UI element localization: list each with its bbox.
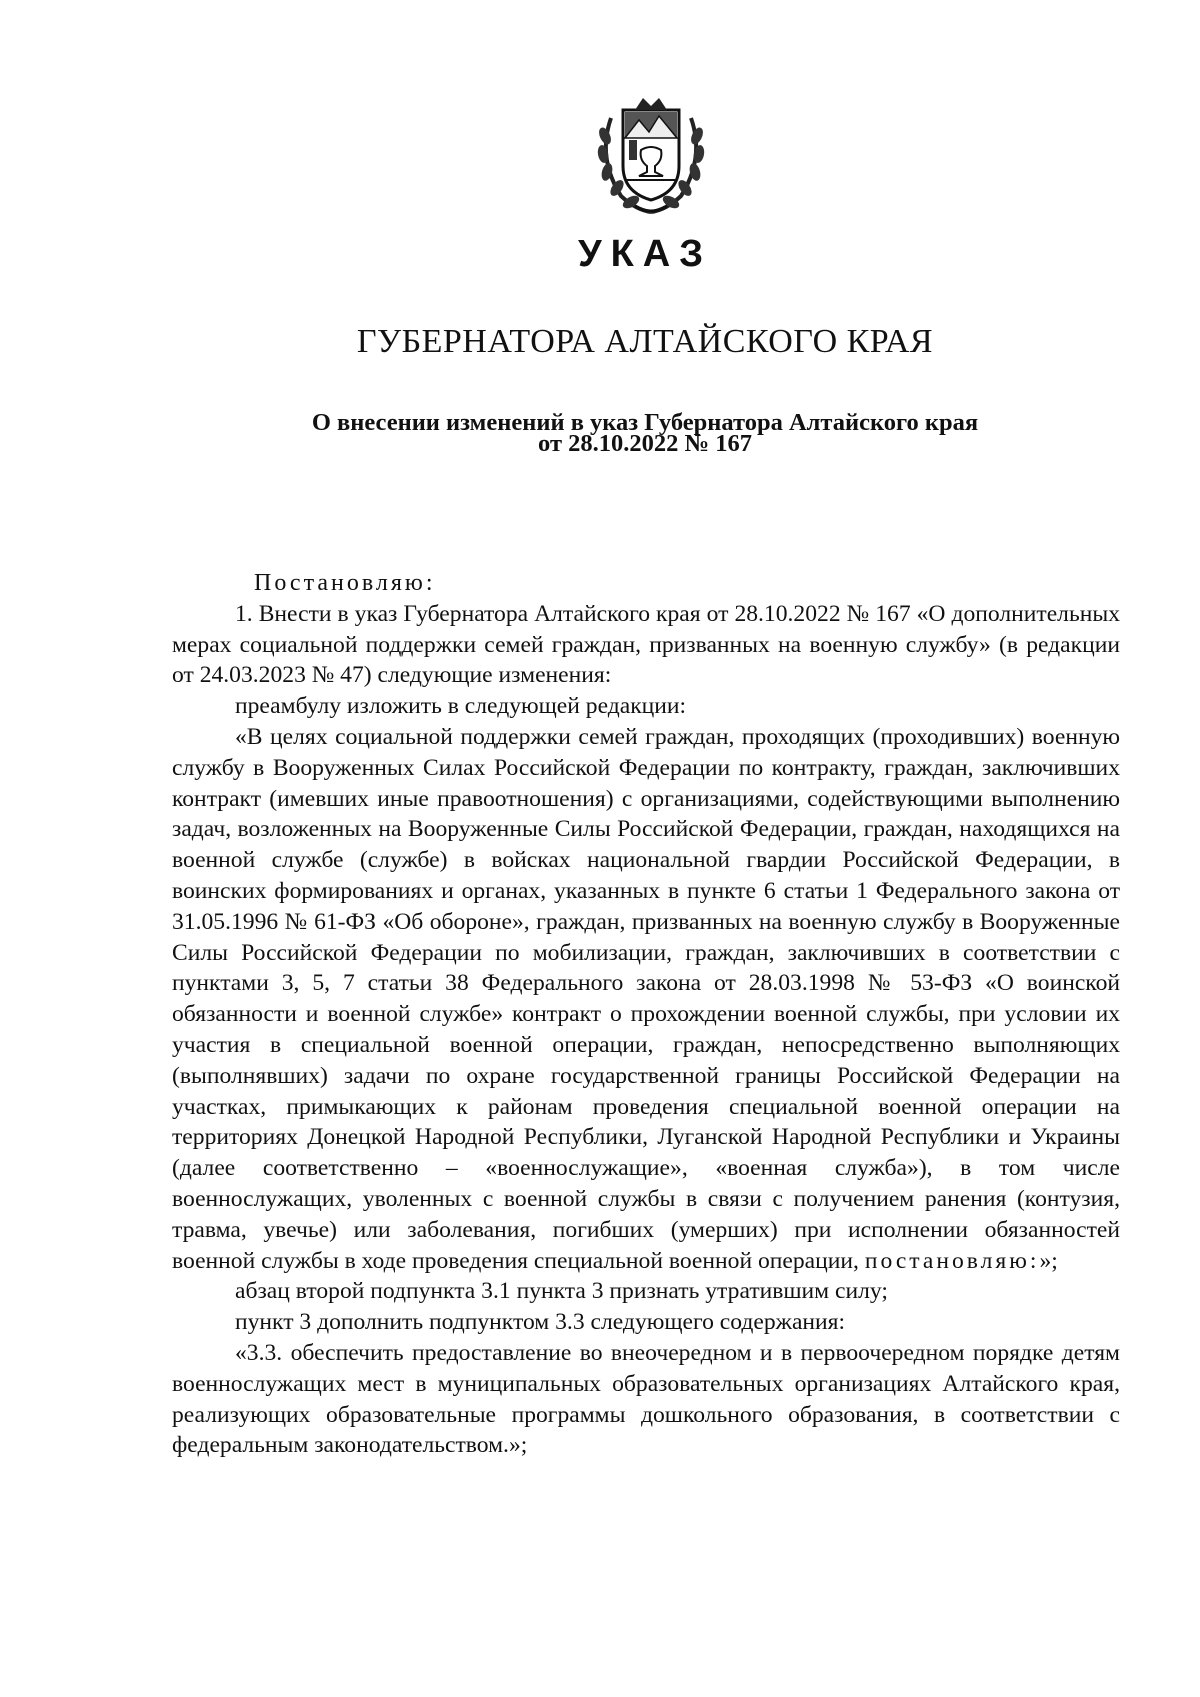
coat-of-arms-icon xyxy=(590,88,712,218)
document-subject xyxy=(0,409,1200,457)
document-body xyxy=(172,568,1120,1461)
paragraph-3-text: «В целях социальной поддержки семей граждан, проходящих (проходивших) военную службу в Вооруженных Силах Российской Федерации по контракту, граждан, заключивших контракт (имевших иные правоотношения) с организациями, содействующими выполнению задач, возложенных на Вооруженные Силы Российской Федерации, граждан, находящихся на военной службе (службе) в войсках национальной гвардии Российской Федерации, в воинских формированиях и органах, указанных в пункте 6 статьи 1 Федерального закона от 31.05.1996 № 61-ФЗ «Об обороне», граждан, призванных на военную службу в Вооруженные Силы Российской Федерации по мобилизации, граждан, заключивших в соответствии с пунктами 3, 5, 7 статьи 38 Федерального закона от 28.03.1998 № 53-ФЗ «О воинской обязанности и военной службе» контракт о прохождении военной службы, при условии их участия в специальной военной операции, граждан, непосредственно выполняющих (выполнявших) задачи по охране государственной границы Российской Федерации на участках, примыкающих к районам проведения специальной военной операции на территориях Донецкой Народной Республики, Луганской Народной Республики и Украины (далее соответственно – «военнослужащие», «военная служба»), в том числе военнослужащих, уволенных с военной службы в связи с получением ранения (контузия, травма, увечье) или заболевания, погибших (умерших) при исполнении обязанностей военной службы в ходе проведения специальной военной операции, xyxy=(172,723,1120,1274)
document-issuer: ГУБЕРНАТОРА АЛТАЙСКОГО КРАЯ xyxy=(356,323,934,360)
paragraph-3 xyxy=(172,722,1120,1276)
paragraph-5: пункт 3 дополнить подпунктом 3.3 следующего содержания: xyxy=(235,1309,846,1336)
paragraph-1: 1. Внести в указ Губернатора Алтайского края от 28.10.2022 № 167 «О дополнительных мерах социальной поддержки семей граждан, призванных на военную службу» (в редакции от 24.03.2023 № 47) следующие изменения: xyxy=(172,600,1120,689)
paragraph-3-decree-word: постановляю: xyxy=(864,1247,1040,1274)
paragraph-4: абзац второй подпункта 3.1 пункта 3 признать утратившим силу; xyxy=(235,1278,888,1305)
subject-line-1: О внесении изменений в указ Губернатора Алтайского края xyxy=(311,409,979,436)
document-title: УКАЗ xyxy=(577,233,713,275)
subject-line-2: от 28.10.2022 № 167 xyxy=(538,430,752,457)
paragraph-6: «3.3. обеспечить предоставление во внеочередном и в первоочередном порядке детям военнослужащих мест в муниципальных образовательных организациях Алтайского края, реализующих образовательные программы дошкольного образования, в соответствии с федеральным законодательством.»; xyxy=(172,1339,1120,1459)
paragraph-3-end: »; xyxy=(1039,1247,1058,1274)
decree-lead: Постановляю: xyxy=(254,570,436,596)
paragraph-2: преамбулу изложить в следующей редакции: xyxy=(235,693,687,720)
